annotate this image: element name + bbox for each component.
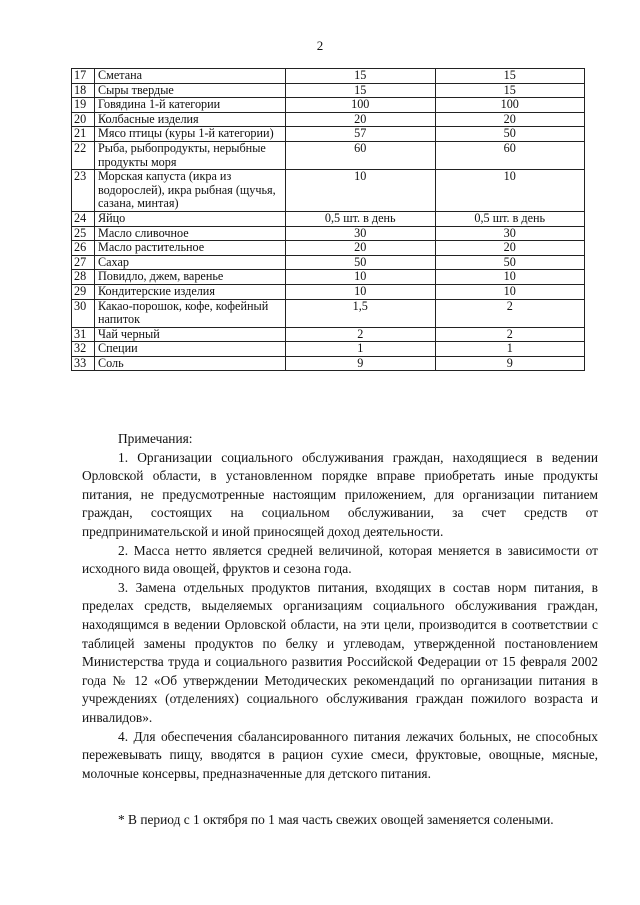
row-number-cell: 25 <box>72 226 95 241</box>
product-name-cell: Сыры твердые <box>95 83 286 98</box>
table-row <box>72 83 585 98</box>
norm-value-cell: 100 <box>435 98 585 113</box>
row-number-cell: 30 <box>72 299 95 327</box>
norm-value-cell: 0,5 шт. в день <box>286 211 436 226</box>
table-body <box>72 69 585 371</box>
norm-value-cell: 1,5 <box>286 299 436 327</box>
table-row <box>72 270 585 285</box>
norm-value-cell: 100 <box>286 98 436 113</box>
table-row <box>72 69 585 84</box>
norm-value-cell: 57 <box>286 127 436 142</box>
norm-value-cell: 10 <box>286 284 436 299</box>
row-number-cell: 28 <box>72 270 95 285</box>
norm-value-cell: 50 <box>286 255 436 270</box>
norm-value-cell: 15 <box>286 83 436 98</box>
norm-value-cell: 1 <box>435 342 585 357</box>
norm-value-cell: 2 <box>435 299 585 327</box>
product-name-cell: Соль <box>95 356 286 371</box>
norm-value-cell: 20 <box>435 112 585 127</box>
norm-value-cell: 60 <box>435 141 585 169</box>
norm-value-cell: 15 <box>286 69 436 84</box>
norm-value-cell: 10 <box>286 270 436 285</box>
row-number-cell: 24 <box>72 211 95 226</box>
norm-value-cell: 9 <box>286 356 436 371</box>
row-number-cell: 17 <box>72 69 95 84</box>
product-name-cell: Специи <box>95 342 286 357</box>
product-name-cell: Масло растительное <box>95 241 286 256</box>
norm-value-cell: 10 <box>286 170 436 212</box>
row-number-cell: 31 <box>72 327 95 342</box>
row-number-cell: 32 <box>72 342 95 357</box>
norm-value-cell: 20 <box>286 241 436 256</box>
product-name-cell: Мясо птицы (куры 1-й категории) <box>95 127 286 142</box>
product-name-cell: Масло сливочное <box>95 226 286 241</box>
table-row <box>72 241 585 256</box>
norm-value-cell: 50 <box>435 127 585 142</box>
norm-value-cell: 9 <box>435 356 585 371</box>
product-name-cell: Говядина 1-й категории <box>95 98 286 113</box>
row-number-cell: 21 <box>72 127 95 142</box>
product-name-cell: Повидло, джем, варенье <box>95 270 286 285</box>
norm-value-cell: 20 <box>286 112 436 127</box>
row-number-cell: 22 <box>72 141 95 169</box>
table-row <box>72 211 585 226</box>
product-name-cell: Колбасные изделия <box>95 112 286 127</box>
table-row <box>72 226 585 241</box>
row-number-cell: 18 <box>72 83 95 98</box>
table-row <box>72 170 585 212</box>
norm-value-cell: 10 <box>435 170 585 212</box>
norm-value-cell: 2 <box>286 327 436 342</box>
row-number-cell: 29 <box>72 284 95 299</box>
row-number-cell: 20 <box>72 112 95 127</box>
norm-value-cell: 10 <box>435 284 585 299</box>
product-name-cell: Кондитерские изделия <box>95 284 286 299</box>
notes-section <box>82 430 598 783</box>
table-row <box>72 141 585 169</box>
norm-value-cell: 0,5 шт. в день <box>435 211 585 226</box>
food-norms-table <box>71 68 585 371</box>
note-item: 2. Масса нетто является средней величиной, которая меняется в зависимости от исходного вида овощей, фруктов и сезона года. <box>82 542 598 577</box>
table-row <box>72 342 585 357</box>
norm-value-cell: 15 <box>435 83 585 98</box>
product-name-cell: Какао-порошок, кофе, кофейный напиток <box>95 299 286 327</box>
page-number: 2 <box>316 38 324 53</box>
norm-value-cell: 50 <box>435 255 585 270</box>
norm-value-cell: 15 <box>435 69 585 84</box>
table-row <box>72 255 585 270</box>
table-row <box>72 284 585 299</box>
norm-value-cell: 60 <box>286 141 436 169</box>
product-name-cell: Чай черный <box>95 327 286 342</box>
product-name-cell: Рыба, рыбопродукты, нерыбные продукты моря <box>95 141 286 169</box>
norm-value-cell: 20 <box>435 241 585 256</box>
table-row <box>72 112 585 127</box>
table-row <box>72 299 585 327</box>
note-item: 1. Организации социального обслуживания граждан, находящиеся в ведении Орловской области, в установленном порядке вправе приобретать иные продукты питания, не предусмотренные настоящим приложением, для организации питанием граждан, состоящих на социальном обслуживании, за счет средств от предпринимательской и иной приносящей доход деятельности. <box>82 449 598 539</box>
note-item: 3. Замена отдельных продуктов питания, входящих в состав норм питания, в пределах средств, выделяемых организациям социального обслуживания граждан, находящимся в ведении Орловской области, на эти цели, производится в соответствии с таблицей замены продуктов по белку и углеводам, утвержденной постановлением Министерства труда и социального развития Российской Федерации от 15 февраля 2002 года № 12 «Об утверждении Методических рекомендаций по организации питания в учреждениях (отделениях) социального обслуживания граждан пожилого возраста и инвалидов». <box>82 579 598 725</box>
row-number-cell: 26 <box>72 241 95 256</box>
norm-value-cell: 1 <box>286 342 436 357</box>
table-row <box>72 327 585 342</box>
product-name-cell: Морская капуста (икра из водорослей), икра рыбная (щучья, сазана, минтая) <box>95 170 286 212</box>
note-item: 4. Для обеспечения сбалансированного питания лежачих больных, не способных пережевывать пищу, вводятся в рацион сухие смеси, фруктовые, овощные, мясные, молочные консервы, предназначенные для детского питания. <box>82 728 598 781</box>
notes-title: Примечания: <box>118 431 193 446</box>
row-number-cell: 19 <box>72 98 95 113</box>
footnote: * В период с 1 октября по 1 мая часть свежих овощей заменяется солеными. <box>118 812 554 827</box>
row-number-cell: 33 <box>72 356 95 371</box>
row-number-cell: 23 <box>72 170 95 212</box>
norm-value-cell: 10 <box>435 270 585 285</box>
table-row <box>72 127 585 142</box>
table-row <box>72 98 585 113</box>
row-number-cell: 27 <box>72 255 95 270</box>
table-row <box>72 356 585 371</box>
norm-value-cell: 30 <box>286 226 436 241</box>
product-name-cell: Сметана <box>95 69 286 84</box>
product-name-cell: Яйцо <box>95 211 286 226</box>
norm-value-cell: 2 <box>435 327 585 342</box>
product-name-cell: Сахар <box>95 255 286 270</box>
norm-value-cell: 30 <box>435 226 585 241</box>
